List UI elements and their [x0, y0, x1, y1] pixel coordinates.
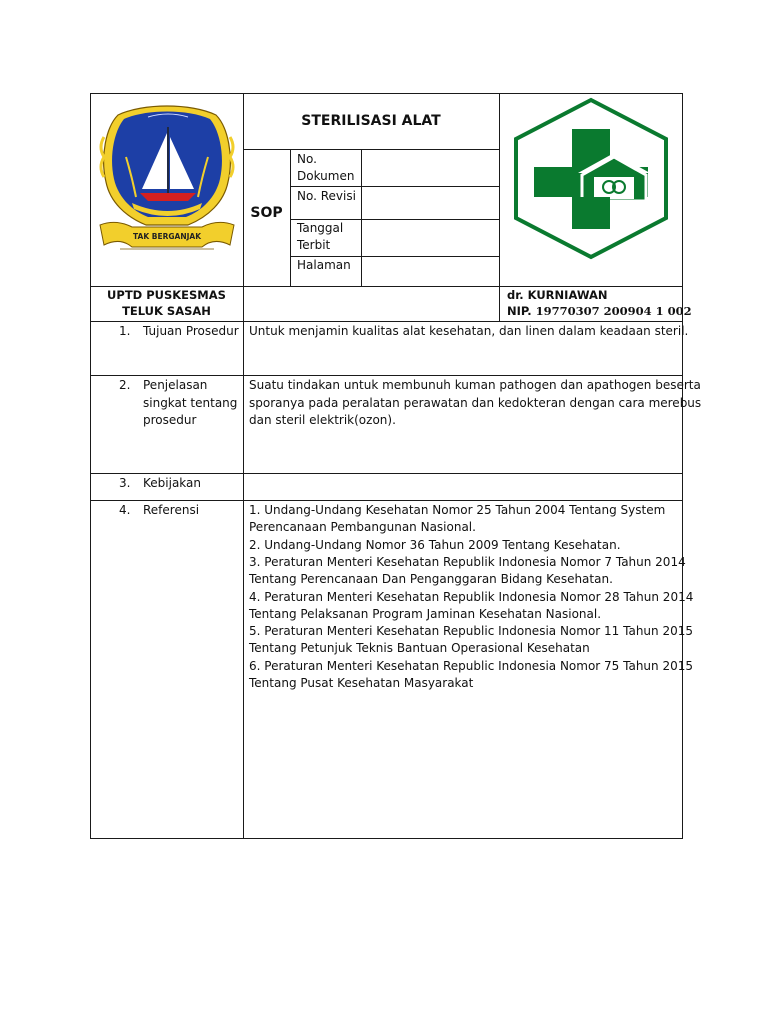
table-border	[90, 93, 91, 839]
table-border	[90, 375, 683, 376]
section-label-penjelasan: prosedur	[143, 413, 197, 427]
reference-line: 3. Peraturan Menteri Kesehatan Republik Indonesia Nomor 7 Tahun 2014	[249, 554, 686, 569]
section-content-tujuan: Untuk menjamin kualitas alat kesehatan, dan linen dalam keadaan steril.	[249, 324, 689, 338]
section-number: 1.	[119, 324, 131, 338]
reference-line: 6. Peraturan Menteri Kesehatan Republic Indonesia Nomor 75 Tahun 2015	[249, 658, 693, 673]
signer-nip-number: 19770307 200904 1 002	[535, 304, 692, 318]
section-number: 3.	[119, 476, 131, 490]
document-title: STERILISASI ALAT	[301, 113, 441, 129]
reference-line: Tentang Perencanaan Dan Penganggaran Bidang Kesehatan.	[249, 572, 613, 587]
signer-nip	[507, 303, 692, 320]
field-label-tanggal-terbit: Tanggal	[297, 221, 344, 235]
puskesmas-logo-icon	[510, 97, 672, 260]
section-label-referensi: Referensi	[143, 503, 200, 517]
org-name-line2: TELUK SASAH	[122, 304, 211, 318]
sop-label: SOP	[250, 205, 283, 221]
regional-seal-icon	[96, 97, 238, 259]
section-label-kebijakan: Kebijakan	[143, 476, 201, 490]
reference-line: Tentang Pelaksanan Program Jaminan Kesehatan Nasional.	[249, 606, 602, 621]
table-border	[90, 93, 243, 94]
signer-name: dr. KURNIAWAN	[507, 288, 608, 302]
section-label-penjelasan: singkat tentang	[143, 395, 238, 410]
reference-line: 2. Undang-Undang Nomor 36 Tahun 2009 Tentang Kesehatan.	[249, 537, 621, 552]
reference-line: Tentang Pusat Kesehatan Masyarakat	[249, 676, 474, 690]
reference-line: 1. Undang-Undang Kesehatan Nomor 25 Tahun 2004 Tentang System	[249, 503, 666, 517]
table-border	[243, 149, 499, 150]
field-label-no-revisi: No. Revisi	[297, 189, 356, 203]
table-border	[361, 149, 362, 286]
table-border	[243, 93, 683, 94]
table-border	[290, 149, 291, 286]
seal-motto: TAK BERGANJAK	[132, 232, 202, 241]
table-border	[90, 473, 683, 474]
reference-line: Tentang Petunjuk Teknis Bantuan Operasional Kesehatan	[249, 641, 590, 656]
section-label-tujuan: Tujuan Prosedur	[143, 324, 239, 338]
reference-line: 4. Peraturan Menteri Kesehatan Republik Indonesia Nomor 28 Tahun 2014	[249, 589, 694, 604]
section-content-penjelasan: Suatu tindakan untuk membunuh kuman pathogen dan apathogen beserta	[249, 378, 701, 392]
table-border	[90, 838, 683, 839]
section-number: 2.	[119, 378, 131, 392]
section-label-penjelasan: Penjelasan	[143, 378, 208, 392]
table-border	[90, 321, 683, 322]
field-label-no-dokumen: No.	[297, 152, 317, 166]
section-number: 4.	[119, 503, 131, 517]
table-border	[290, 186, 499, 187]
field-label-no-dokumen: Dokumen	[297, 169, 355, 183]
section-content-penjelasan: sporanya pada peralatan perawatan dan kedokteran dengan cara merebus	[249, 395, 702, 410]
section-content-penjelasan: dan steril elektrik(ozon).	[249, 413, 396, 427]
reference-line: Perencanaan Pembangunan Nasional.	[249, 520, 476, 535]
table-border	[682, 93, 683, 839]
signer-nip-prefix: NIP.	[507, 304, 536, 318]
field-label-tanggal-terbit: Terbit	[297, 238, 331, 252]
table-border	[90, 500, 683, 501]
field-label-halaman: Halaman	[297, 258, 351, 272]
org-name-line1: UPTD PUSKESMAS	[107, 288, 226, 302]
reference-line: 5. Peraturan Menteri Kesehatan Republic Indonesia Nomor 11 Tahun 2015	[249, 624, 693, 639]
